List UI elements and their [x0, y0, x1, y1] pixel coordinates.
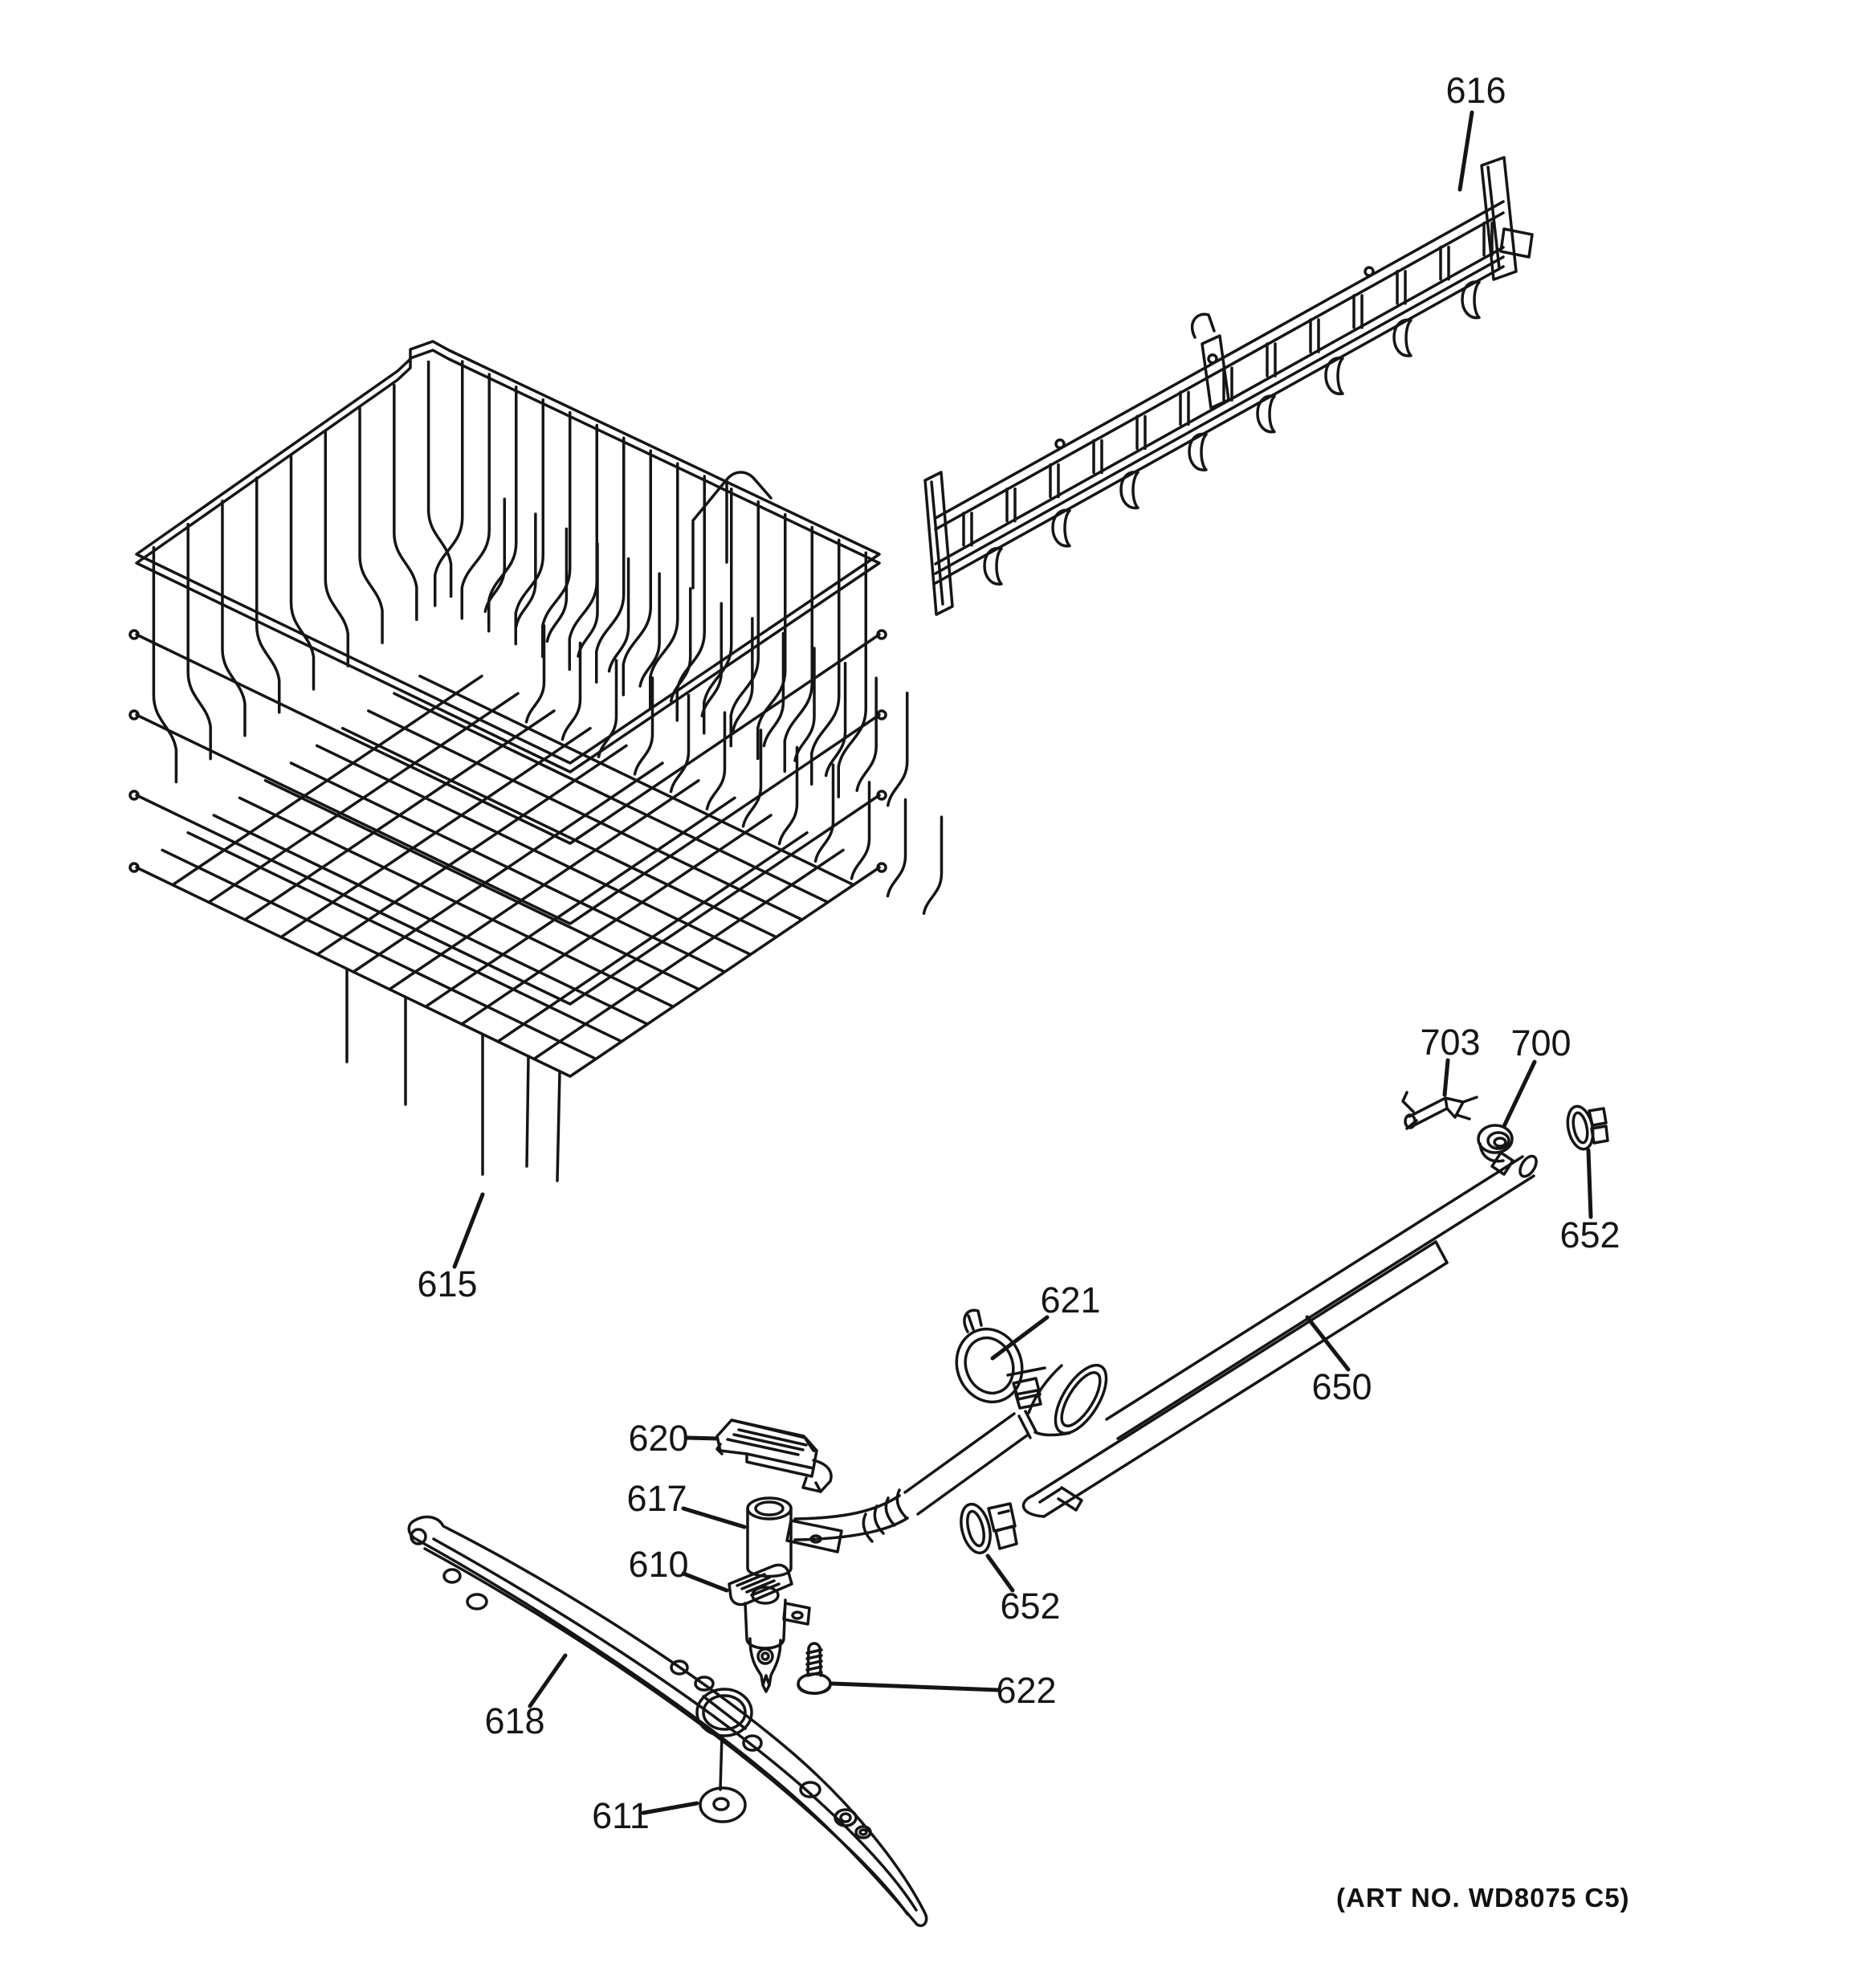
leader-line-652 — [1588, 1150, 1591, 1217]
leader-line-611 — [643, 1803, 697, 1813]
callout-label-650: 650 — [1311, 1366, 1372, 1407]
callout-label-610: 610 — [628, 1544, 689, 1585]
leader-line-650 — [1307, 1317, 1348, 1370]
leader-line-615 — [455, 1194, 483, 1267]
callout-label-622: 622 — [996, 1670, 1057, 1711]
leader-line-621 — [993, 1317, 1047, 1358]
leader-line-700 — [1504, 1062, 1535, 1126]
art-number: (ART NO. WD8075 C5) — [1336, 1883, 1630, 1912]
leader-line-616 — [1460, 112, 1472, 190]
leader-line-622 — [832, 1684, 998, 1690]
leader-line-617 — [683, 1508, 744, 1527]
leader-line-703 — [1445, 1060, 1448, 1095]
callout-label-617: 617 — [626, 1478, 687, 1519]
callout-label-652: 652 — [1559, 1214, 1620, 1255]
callout-label-618: 618 — [484, 1700, 545, 1741]
callout-label-652: 652 — [1000, 1586, 1061, 1627]
callout-label-620: 620 — [628, 1418, 689, 1459]
leader-line-620 — [687, 1438, 717, 1439]
callout-label-621: 621 — [1040, 1280, 1101, 1321]
callout-label-615: 615 — [417, 1263, 478, 1304]
leader-line-610 — [683, 1574, 727, 1590]
callout-label-616: 616 — [1445, 70, 1506, 111]
leader-line-618 — [530, 1655, 565, 1706]
callout-label-703: 703 — [1420, 1022, 1481, 1063]
callout-label-611: 611 — [592, 1795, 650, 1836]
callout-label-700: 700 — [1510, 1023, 1572, 1063]
